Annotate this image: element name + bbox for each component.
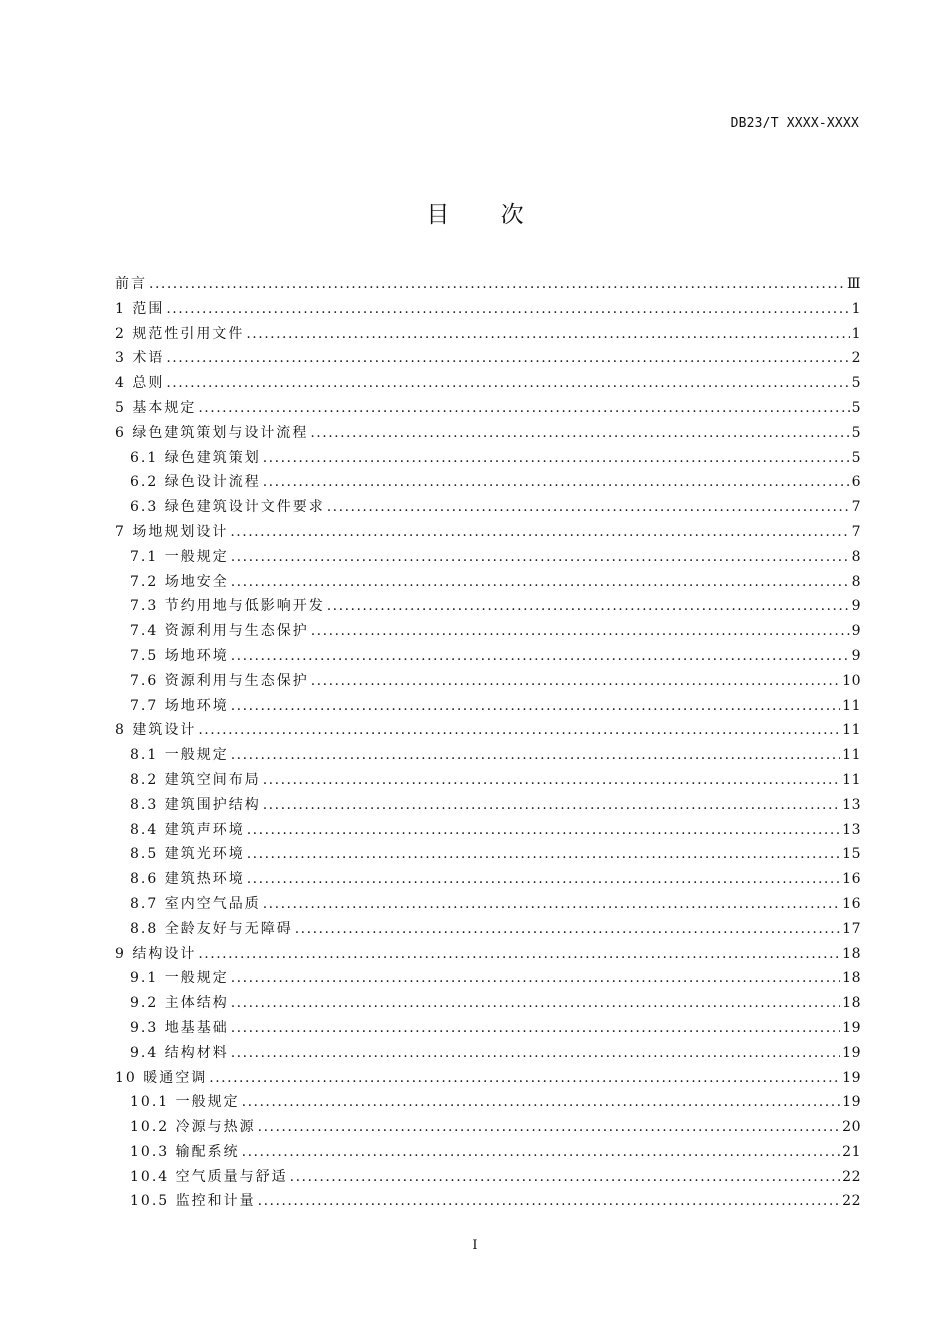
- toc-entry[interactable]: [115, 520, 861, 545]
- toc-entry-label: 8.7 室内空气品质: [130, 895, 261, 912]
- toc-entry-label: 3 术语: [115, 350, 165, 367]
- toc-entry-page: 2: [851, 350, 861, 367]
- toc-entry-label: 8.6 建筑热环境: [130, 871, 245, 888]
- page-number: I: [472, 1238, 478, 1253]
- toc-entry-page: 9: [851, 598, 861, 615]
- toc-entry-page: 10: [842, 672, 861, 689]
- toc-entry-page: 19: [842, 1019, 861, 1036]
- toc-entry[interactable]: [115, 842, 861, 867]
- toc-entry[interactable]: [115, 917, 861, 942]
- toc-entry-label: 7.5 场地环境: [130, 647, 229, 664]
- toc-entry-label: 8 建筑设计: [115, 722, 197, 739]
- toc-entry-label: 7.2 场地安全: [130, 573, 229, 590]
- toc-entry-page: 16: [842, 895, 861, 912]
- toc-entry-label: 2 规范性引用文件: [115, 325, 245, 342]
- toc-entry[interactable]: [115, 867, 861, 892]
- toc-entry-page: 22: [842, 1193, 861, 1210]
- toc-entry-label: 9.4 结构材料: [130, 1044, 229, 1061]
- toc-entry-label: 6.1 绿色建筑策划: [130, 449, 261, 466]
- toc-entry[interactable]: [115, 718, 861, 743]
- toc-entry[interactable]: [115, 1090, 861, 1115]
- toc-entry-label: 10.2 冷源与热源: [130, 1119, 256, 1136]
- toc-dot-leader: [166, 297, 849, 322]
- toc-entry-label: 7.1 一般规定: [130, 548, 229, 565]
- toc-entry-label: 7.3 节约用地与低影响开发: [130, 598, 325, 615]
- toc-entry-label: 5 基本规定: [115, 399, 197, 416]
- toc-entry-page: 7: [851, 499, 861, 516]
- toc-dot-leader: [263, 892, 840, 917]
- toc-entry-page: 9: [851, 647, 861, 664]
- toc-entry[interactable]: [115, 793, 861, 818]
- toc-entry-label: 9 结构设计: [115, 945, 197, 962]
- toc-entry-page: 7: [851, 523, 861, 540]
- toc-entry-label: 10.1 一般规定: [130, 1094, 240, 1111]
- toc-entry-page: 6: [851, 474, 861, 491]
- toc-entry-label: 6.3 绿色建筑设计文件要求: [130, 499, 325, 516]
- toc-entry-page: 11: [842, 747, 861, 764]
- toc-entry-label: 8.8 全龄友好与无障碍: [130, 920, 293, 937]
- toc-entry[interactable]: [115, 545, 861, 570]
- toc-dot-leader: [231, 694, 840, 719]
- toc-entry[interactable]: [115, 396, 861, 421]
- toc-entry-page: 17: [842, 920, 861, 937]
- toc-dot-leader: [247, 842, 840, 867]
- toc-entry-page: 19: [842, 1044, 861, 1061]
- toc-dot-leader: [166, 346, 849, 371]
- toc-entry-label: 8.3 建筑围护结构: [130, 796, 261, 813]
- toc-entry-label: 8.2 建筑空间布局: [130, 771, 261, 788]
- toc-entry[interactable]: [115, 570, 861, 595]
- toc-entry[interactable]: [115, 1115, 861, 1140]
- toc-entry-page: Ⅲ: [846, 276, 861, 292]
- toc-dot-leader: [242, 1140, 841, 1165]
- toc-dot-leader: [263, 768, 840, 793]
- toc-entry-label: 4 总则: [115, 375, 165, 392]
- toc-dot-leader: [166, 371, 849, 396]
- toc-entry-label: 8.4 建筑声环境: [130, 821, 245, 838]
- toc-entry-label: 8.5 建筑光环境: [130, 846, 245, 863]
- toc-dot-leader: [311, 669, 840, 694]
- toc-entry[interactable]: [115, 818, 861, 843]
- toc-dot-leader: [263, 470, 850, 495]
- toc-dot-leader: [247, 818, 840, 843]
- table-of-contents: [115, 272, 861, 1214]
- toc-entry[interactable]: [115, 272, 861, 297]
- toc-dot-leader: [198, 396, 849, 421]
- toc-entry[interactable]: [115, 669, 861, 694]
- toc-dot-leader: [258, 1115, 841, 1140]
- toc-entry[interactable]: [115, 694, 861, 719]
- toc-entry-label: 6.2 绿色设计流程: [130, 474, 261, 491]
- toc-entry-page: 18: [842, 995, 861, 1012]
- toc-entry-label: 10.3 输配系统: [130, 1143, 240, 1160]
- toc-dot-leader: [242, 1090, 841, 1115]
- toc-entry-label: 8.1 一般规定: [130, 747, 229, 764]
- toc-entry-page: 16: [842, 871, 861, 888]
- toc-entry-label: 10.5 监控和计量: [130, 1193, 256, 1210]
- toc-entry-page: 11: [842, 697, 861, 714]
- toc-dot-leader: [258, 1189, 841, 1214]
- toc-entry[interactable]: [115, 892, 861, 917]
- toc-entry[interactable]: [115, 644, 861, 669]
- toc-entry-page: 22: [842, 1168, 861, 1185]
- toc-dot-leader: [310, 421, 849, 446]
- toc-entry-page: 19: [842, 1069, 861, 1086]
- toc-entry-label: 7.4 资源利用与生态保护: [130, 623, 309, 640]
- toc-entry[interactable]: [115, 470, 861, 495]
- toc-entry[interactable]: [115, 966, 861, 991]
- toc-dot-leader: [231, 1016, 840, 1041]
- toc-dot-leader: [247, 867, 840, 892]
- toc-entry-page: 5: [851, 375, 861, 392]
- toc-dot-leader: [246, 322, 849, 347]
- toc-entry[interactable]: [115, 421, 861, 446]
- toc-entry[interactable]: [115, 1140, 861, 1165]
- toc-entry[interactable]: [115, 346, 861, 371]
- toc-entry-label: 7.7 场地环境: [130, 697, 229, 714]
- toc-entry-label: 1 范围: [115, 300, 165, 317]
- toc-entry-page: 11: [842, 771, 861, 788]
- page-title: 目 次: [426, 202, 546, 228]
- toc-entry-page: 19: [842, 1094, 861, 1111]
- toc-dot-leader: [295, 917, 840, 942]
- toc-dot-leader: [231, 991, 840, 1016]
- toc-dot-leader: [231, 966, 840, 991]
- toc-entry[interactable]: [115, 991, 861, 1016]
- toc-entry-page: 15: [842, 846, 861, 863]
- toc-dot-leader: [149, 272, 845, 297]
- toc-entry-label: 6 绿色建筑策划与设计流程: [115, 424, 309, 441]
- toc-dot-leader: [327, 495, 850, 520]
- toc-entry-page: 5: [851, 424, 861, 441]
- toc-dot-leader: [290, 1165, 841, 1190]
- toc-dot-leader: [231, 570, 850, 595]
- toc-entry[interactable]: [115, 297, 861, 322]
- toc-dot-leader: [231, 743, 840, 768]
- toc-entry-page: 21: [842, 1143, 861, 1160]
- toc-entry-page: 5: [851, 449, 861, 466]
- document-code: DB23/T XXXX-XXXX: [730, 116, 859, 131]
- toc-entry-page: 1: [851, 300, 861, 317]
- toc-entry-page: 9: [851, 623, 861, 640]
- toc-entry-page: 8: [851, 548, 861, 565]
- toc-entry[interactable]: [115, 594, 861, 619]
- toc-entry-label: 9.1 一般规定: [130, 970, 229, 987]
- toc-dot-leader: [230, 520, 849, 545]
- toc-entry[interactable]: [115, 446, 861, 471]
- toc-dot-leader: [327, 594, 850, 619]
- toc-dot-leader: [231, 1041, 840, 1066]
- toc-entry-label: 7 场地规划设计: [115, 523, 229, 540]
- toc-entry[interactable]: [115, 495, 861, 520]
- toc-entry-page: 5: [851, 399, 861, 416]
- toc-entry[interactable]: [115, 768, 861, 793]
- toc-entry-label: 10 暖通空调: [115, 1069, 208, 1086]
- toc-entry[interactable]: [115, 743, 861, 768]
- toc-entry-page: 13: [842, 821, 861, 838]
- toc-entry[interactable]: [115, 619, 861, 644]
- toc-entry-label: 前言: [115, 276, 147, 292]
- toc-dot-leader: [231, 644, 850, 669]
- toc-entry[interactable]: [115, 1066, 861, 1091]
- toc-dot-leader: [209, 1066, 840, 1091]
- toc-dot-leader: [231, 545, 850, 570]
- toc-entry[interactable]: [115, 322, 861, 347]
- toc-entry-page: 20: [842, 1119, 861, 1136]
- toc-entry[interactable]: [115, 1165, 861, 1190]
- toc-entry[interactable]: [115, 371, 861, 396]
- toc-entry-page: 18: [842, 970, 861, 987]
- toc-entry[interactable]: [115, 1189, 861, 1214]
- toc-entry[interactable]: [115, 1016, 861, 1041]
- toc-entry-page: 8: [851, 573, 861, 590]
- toc-entry[interactable]: [115, 1041, 861, 1066]
- toc-dot-leader: [198, 718, 840, 743]
- toc-dot-leader: [263, 793, 840, 818]
- toc-entry-label: 9.2 主体结构: [130, 995, 229, 1012]
- toc-entry[interactable]: [115, 942, 861, 967]
- toc-dot-leader: [311, 619, 850, 644]
- toc-entry-page: 1: [851, 325, 861, 342]
- toc-dot-leader: [263, 446, 850, 471]
- toc-entry-page: 11: [842, 722, 861, 739]
- toc-dot-leader: [198, 942, 840, 967]
- toc-entry-label: 7.6 资源利用与生态保护: [130, 672, 309, 689]
- toc-entry-page: 13: [842, 796, 861, 813]
- toc-entry-label: 10.4 空气质量与舒适: [130, 1168, 288, 1185]
- toc-entry-page: 18: [842, 945, 861, 962]
- toc-entry-label: 9.3 地基基础: [130, 1019, 229, 1036]
